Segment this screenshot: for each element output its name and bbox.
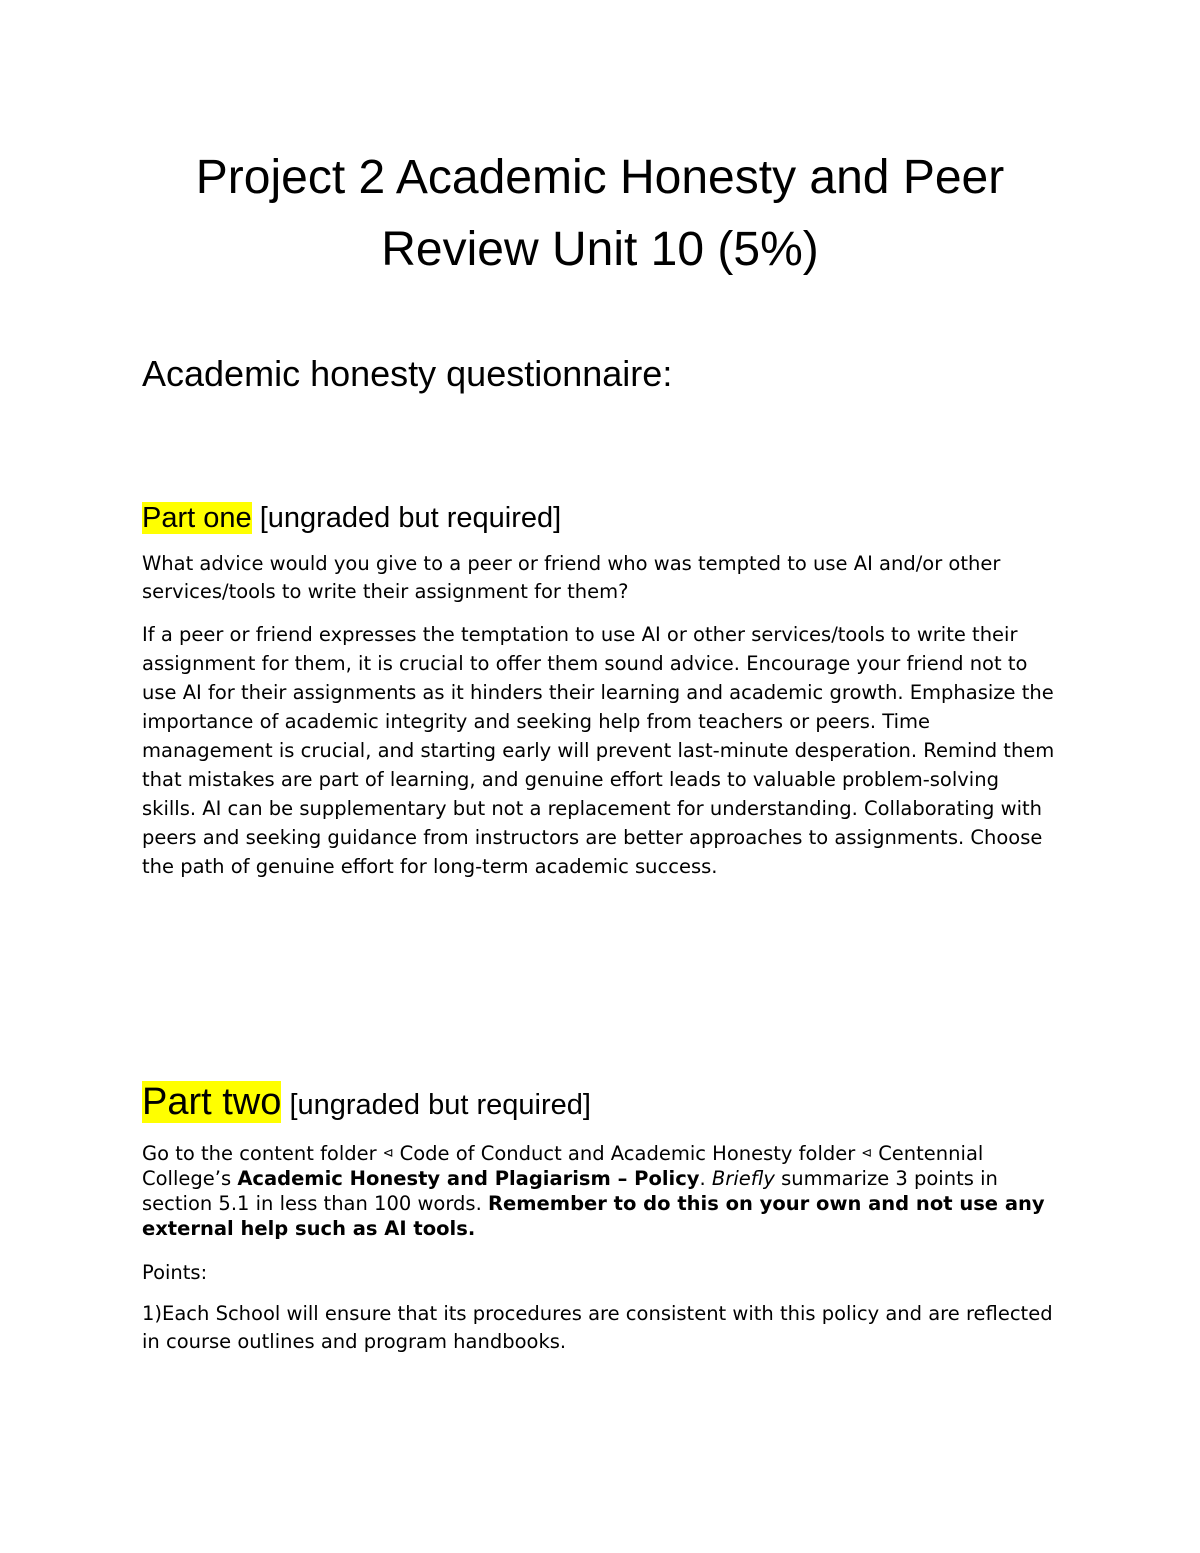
section-subtitle: Academic honesty questionnaire: (142, 353, 673, 394)
part-one-heading (142, 498, 561, 538)
points-label: Points: (142, 1261, 208, 1284)
part-one-question: What advice would you give to a peer or friend who was tempted to use AI and/or other services/tools to write their assignment for them? (142, 552, 1001, 603)
instruction-text-5: summarize 3 points in section 5.1 in less than 100 words. (142, 1167, 998, 1215)
part-two-heading (142, 1078, 591, 1129)
instruction-text-3: Centennial College’s (142, 1142, 984, 1190)
document-title-line-1: Project 2 Academic Honesty and Peer (195, 151, 1005, 204)
instruction-reminder: Remember to do this on your own and not use any external help such as AI tools. (142, 1192, 1045, 1240)
part-two-highlight: Part two (142, 1081, 282, 1123)
arrow-icon: ⊲ (861, 1146, 873, 1161)
policy-name: Academic Honesty and Plagiarism – Policy (237, 1167, 700, 1190)
instruction-text-4: . (699, 1167, 712, 1190)
document-title-line-2: Review Unit 10 (5%) (381, 223, 819, 276)
part-two-heading-note: [ungraded but required] (281, 1089, 591, 1121)
part-one-heading-note: [ungraded but required] (251, 502, 562, 534)
part-two-instructions (142, 1141, 1058, 1241)
part-one-highlight: Part one (142, 502, 252, 534)
arrow-icon: ⊲ (382, 1146, 394, 1161)
document-title (142, 142, 1058, 286)
briefly-emphasis: Briefly (711, 1167, 775, 1190)
point-1: 1)Each School will ensure that its procedures are consistent with this policy and are reflected in course outlines and program handbooks. (142, 1302, 1053, 1353)
instruction-text-1: Go to the content folder (142, 1142, 377, 1165)
part-one-answer: If a peer or friend expresses the temptation to use AI or other services/tools to write their assignment for them, it is crucial to offer them sound advice. Encourage your friend not to use AI for their assignments as it hinders their learning and academic growth. Emphasize the importance of academic integrity and seeking help from teachers or peers. Time management is crucial, and starting early will prevent last-minute desperation. Remind them that mistakes are part of learning, and genuine effort leads to valuable problem-solving skills. AI can be supplementary but not a replacement for understanding. Collaborating with peers and seeking guidance from instructors are better approaches to assignments. Choose the path of genuine effort for long-term academic success. (142, 623, 1055, 878)
instruction-text-2: Code of Conduct and Academic Honesty folder (399, 1142, 856, 1165)
